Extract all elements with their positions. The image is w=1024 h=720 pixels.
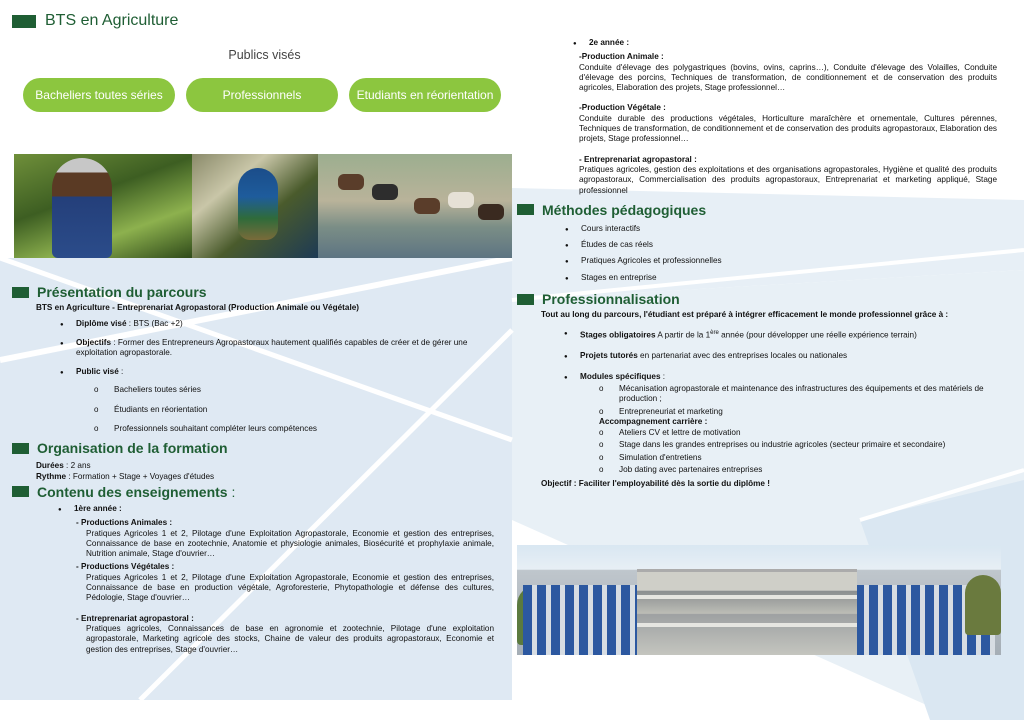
objectifs-item: ● Objectifs : Former des Entrepreneurs Agropastoraux hautement qualifiés capables de créer et de gérer une exploitation agropastorale. <box>76 338 507 359</box>
pill-bacheliers: Bacheliers toutes séries <box>23 78 175 112</box>
block-title: - Entreprenariat agropastoral : <box>579 154 697 164</box>
year2-list <box>589 38 1007 48</box>
heading-marker <box>517 294 534 305</box>
accompagnement-subitem: o Ateliers CV et lettre de motivation <box>619 428 1007 438</box>
presentation-heading <box>12 284 507 300</box>
title-marker <box>12 15 36 28</box>
contenu-heading <box>12 484 507 500</box>
accompagnement-subitem: o Simulation d'entretiens <box>619 453 1007 463</box>
year1-blocks <box>76 518 494 655</box>
public-subitem: o Professionnels souhaitant compléter leurs compétences <box>114 424 507 434</box>
methodes-item: ● Pratiques Agricoles et professionnelles <box>581 256 1007 266</box>
rythme-line: Rythme : Formation + Stage + Voyages d'études <box>36 471 215 481</box>
accompagnement-label: Accompagnement carrière : <box>599 416 708 426</box>
heading-marker <box>12 287 29 298</box>
public-subitem: o Étudiants en réorientation <box>114 405 507 415</box>
diplome-item: ● Diplôme visé : BTS (Bac +2) <box>76 319 507 329</box>
modules-subitem: o Mécanisation agropastorale et maintenance des infrastructures des équipements et des matériels de production ; <box>619 384 997 405</box>
block-text: Pratiques Agricoles 1 et 2, Pilotage d'une Exploitation Agropastorale, Economie et gestion des entreprises, Connaissance de base en zootechnie, Anatomie et physiologie animales, Biosécurité et prophylaxie animale, Nutrition animale, Stage d'ouvrier… <box>86 528 494 559</box>
block-text: Conduite d'élevage des polygastriques (bovins, ovins, caprins…), Conduite d'élevage des Volailles, Conduite d'élevage des porcins, Techniques de transformation, de conditionnement et de conservation des produits agricoles, Elaboration des projets, Stage professionnel… <box>579 62 997 93</box>
block-title: - Productions Animales : <box>76 518 173 528</box>
stages-item: ● Stages obligatoires A partir de la 1ère année (pour développer une réelle expérience terrain) <box>580 328 1007 341</box>
left-column-sections <box>12 284 507 655</box>
pill-professionnels: Professionnels <box>186 78 338 112</box>
organisation-heading <box>12 440 507 456</box>
block-title: -Production Animale : <box>579 52 664 62</box>
heading-marker <box>517 204 534 215</box>
photo-farmer <box>14 154 192 258</box>
presentation-heading-text: Présentation du parcours <box>37 284 207 300</box>
pill-etudiants: Etudiants en réorientation <box>349 78 501 112</box>
block-title: - Entreprenariat agropastoral : <box>76 613 194 623</box>
publics-label: Publics visés <box>228 48 301 62</box>
publics-pills <box>23 78 507 112</box>
year2-blocks <box>579 52 997 196</box>
public-item: ● Public visé : <box>76 367 507 377</box>
block-text: Pratiques agricoles, Connaissances de base en agronomie et zootechnie, Pilotage d'une exploitation agropastorale, Marketing agricole des stocks, Chaine de valeur des produits agropastoraux, Economie et gestion des entreprises, Stage d'ouvrier… <box>86 623 494 654</box>
modules-subitem: o Entrepreneuriat et marketing <box>619 407 997 417</box>
modules-item: ● Modules spécifiques : <box>580 372 1007 382</box>
year1-label: ● 1ère année : <box>74 504 507 514</box>
professionnalisation-heading <box>517 291 1007 307</box>
accompagnement-sublist <box>619 428 1007 475</box>
year1-list <box>74 504 507 514</box>
title-text: BTS en Agriculture <box>45 12 179 29</box>
methodes-heading-text: Méthodes pédagogiques <box>542 201 707 218</box>
objectif-line: Objectif : Faciliter l'employabilité dès la sortie du diplôme ! <box>541 479 770 489</box>
public-subitem: o Bacheliers toutes séries <box>114 385 507 395</box>
photo-peacock <box>192 154 318 258</box>
block-text: Pratiques Agricoles 1 et 2, Pilotage d'une Exploitation Agropastorale, Economie et gestion des entreprises, Connaissance de base en production végétale, Agroforesterie, Phytopathologie et défense des cultures, Pédologie, Stage d'ouvrier… <box>86 572 494 603</box>
heading-marker <box>12 486 29 497</box>
block-text: Pratiques agricoles, gestion des exploitations et des organisations agropastorales, Hygiène et qualité des produits agropastoraux, Commercialisation des produits agropastoraux, Entreprenariat et marketing appliqué, Stage professionnel <box>579 164 997 195</box>
presentation-list <box>76 319 507 377</box>
methodes-item: ● Études de cas réels <box>581 240 1007 250</box>
contenu-heading-text: Contenu des enseignements : <box>37 483 236 500</box>
public-sublist <box>114 385 507 434</box>
accompagnement-subitem: o Stage dans les grandes entreprises ou industrie agricoles (secteur primaire et secondaire) <box>619 440 1007 450</box>
right-column <box>517 38 1007 490</box>
block-text: Conduite durable des productions végétales, Horticulture maraîchère et ornementale, Cultures pérennes, Techniques de transformation, de conditionnement et de conservation des produits agropastoraux, Elaboration des projets, Stage professionnel… <box>579 113 997 144</box>
block-title: -Production Végétale : <box>579 103 666 113</box>
photo-building <box>517 545 1001 655</box>
accompagnement-subitem: o Job dating avec partenaires entreprises <box>619 465 1007 475</box>
professionnalisation-heading-text: Professionnalisation <box>542 291 680 308</box>
professionnalisation-intro: Tout au long du parcours, l'étudiant est préparé à intégrer efficacement le monde professionnel grâce à : <box>541 310 949 320</box>
duree-line: Durées : 2 ans <box>36 461 91 471</box>
photo-strip <box>14 154 512 258</box>
methodes-item: ● Stages en entreprise <box>581 273 1007 283</box>
presentation-subtitle: BTS en Agriculture - Entreprenariat Agropastoral (Production Animale ou Végétale) <box>36 303 359 312</box>
year2-label: ● 2e année : <box>589 38 1007 48</box>
document-title <box>12 12 507 30</box>
professionnalisation-list <box>580 328 1007 382</box>
left-column-top <box>12 12 507 112</box>
modules-sublist <box>619 384 997 417</box>
methodes-heading <box>517 202 1007 218</box>
methodes-list <box>581 224 1007 283</box>
photo-cattle <box>318 154 512 258</box>
projets-item: ● Projets tutorés en partenariat avec des entreprises locales ou nationales <box>580 351 1007 361</box>
heading-marker <box>12 443 29 454</box>
block-title: - Productions Végétales : <box>76 562 175 572</box>
organisation-heading-text: Organisation de la formation <box>37 440 228 457</box>
methodes-item: ● Cours interactifs <box>581 224 1007 234</box>
